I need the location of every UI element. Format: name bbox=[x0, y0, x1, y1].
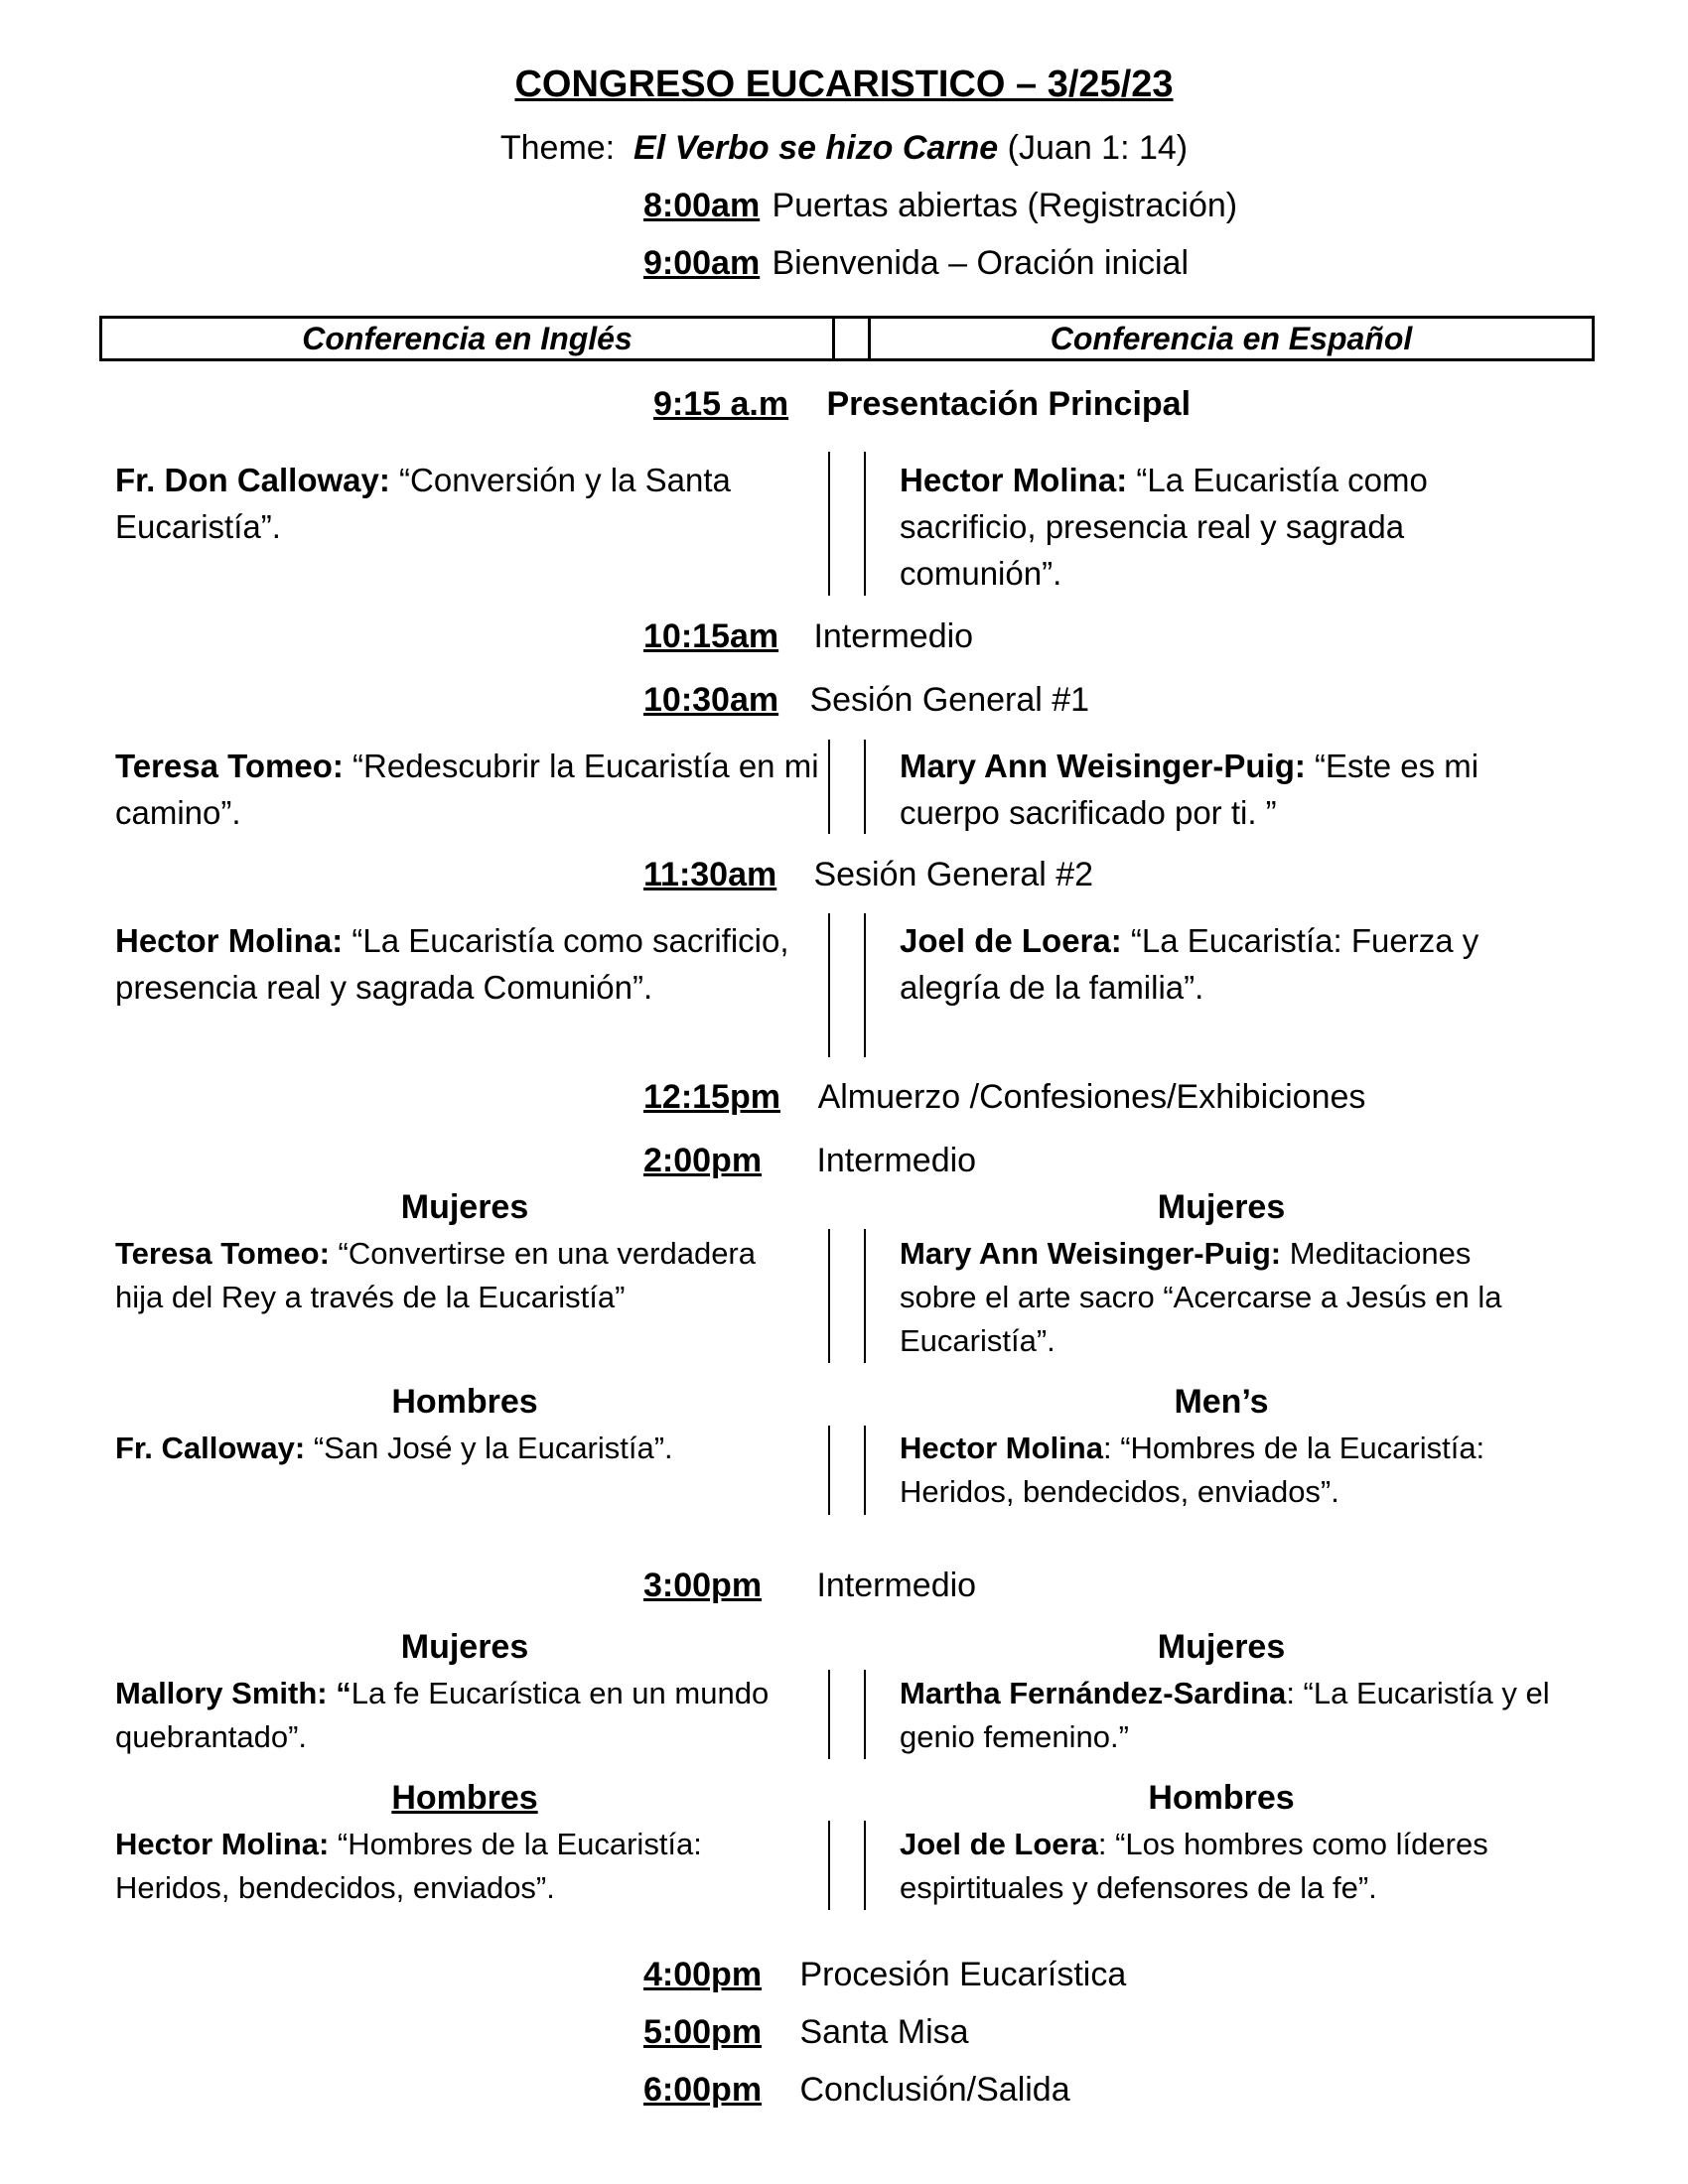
speaker-name: Fr. Don Calloway: bbox=[115, 462, 390, 498]
block2-women-spanish-talk bbox=[900, 1232, 1555, 1363]
column-divider bbox=[864, 1229, 866, 1363]
schedule-text: Santa Misa bbox=[799, 2013, 969, 2051]
theme-reference: (Juan 1: 14) bbox=[1007, 129, 1189, 167]
session2-heading bbox=[643, 856, 1093, 894]
speaker-name: Hector Molina bbox=[900, 1431, 1103, 1465]
schedule-time: 12:15pm bbox=[643, 1078, 780, 1116]
women-heading-right: Mujeres bbox=[1157, 1628, 1286, 1666]
talk-title: Meditaciones sobre el arte sacro “Acercarse a Jesús en la Eucaristía”. bbox=[900, 1236, 1502, 1358]
page-title: CONGRESO EUCARISTICO – 3/25/23 bbox=[514, 64, 1174, 105]
column-divider bbox=[828, 1670, 830, 1759]
keynote-title: Presentación Principal bbox=[826, 385, 1192, 423]
schedule-time: 10:15am bbox=[643, 617, 779, 655]
block3-women-spanish-talk bbox=[900, 1672, 1555, 1759]
talk-title: “La Eucaristía: Fuerza y alegría de la familia”. bbox=[900, 922, 1479, 1006]
column-divider bbox=[828, 1821, 830, 1910]
women-heading-left: Mujeres bbox=[400, 1628, 529, 1666]
schedule-item-procession bbox=[643, 1956, 1126, 1994]
theme-title: El Verbo se hizo Carne bbox=[633, 129, 999, 167]
schedule-item-conclusion bbox=[643, 2071, 1070, 2110]
column-divider bbox=[864, 1426, 866, 1515]
session2-spanish-talk bbox=[900, 917, 1535, 1011]
speaker-name: Teresa Tomeo: bbox=[115, 1236, 330, 1271]
talk-title: “La Eucaristía como sacrificio, presencia real y sagrada Comunión”. bbox=[115, 922, 789, 1006]
column-divider bbox=[864, 740, 866, 834]
men-heading-right: Men’s bbox=[1174, 1383, 1269, 1421]
men-heading-right: Hombres bbox=[1148, 1779, 1295, 1817]
schedule-item-mass bbox=[643, 2013, 969, 2052]
schedule-text: Almuerzo /Confesiones/Exhibiciones bbox=[817, 1078, 1366, 1116]
session1-heading bbox=[643, 681, 1089, 720]
session2-english-talk bbox=[115, 917, 810, 1011]
speaker-name: Joel de Loera: bbox=[900, 922, 1122, 959]
block3-women-english-talk bbox=[115, 1672, 810, 1759]
schedule-item-registration bbox=[643, 187, 1237, 225]
schedule-text: Procesión Eucarística bbox=[799, 1956, 1127, 1993]
talk-title: “Conversión y la Santa Eucaristía”. bbox=[115, 462, 731, 545]
keynote-time: 9:15 a.m bbox=[653, 385, 789, 423]
talk-title: La fe Eucarística en un mundo quebrantado”. bbox=[115, 1676, 770, 1754]
speaker-name: Mallory Smith: “ bbox=[115, 1676, 352, 1710]
column-divider bbox=[828, 740, 830, 834]
schedule-text: Sesión General #1 bbox=[809, 681, 1090, 719]
block2-women-english-talk bbox=[115, 1232, 810, 1319]
column-divider bbox=[828, 452, 830, 596]
schedule-text: Bienvenida – Oración inicial bbox=[772, 244, 1190, 282]
talk-title: : “La Eucaristía y el genio femenino.” bbox=[900, 1676, 1550, 1754]
session1-english-talk bbox=[115, 743, 820, 836]
block3-men-english-talk bbox=[115, 1823, 810, 1910]
theme-label: Theme: bbox=[499, 129, 616, 167]
talk-title: “San José y la Eucaristía”. bbox=[313, 1431, 673, 1465]
speaker-name: Mary Ann Weisinger-Puig: bbox=[900, 748, 1306, 784]
schedule-text: Intermedio bbox=[813, 617, 974, 655]
conference-language-header bbox=[99, 316, 1595, 361]
talk-title: “La Eucaristía como sacrificio, presencia real y sagrada comunión”. bbox=[900, 462, 1428, 592]
women-heading-right: Mujeres bbox=[1157, 1188, 1286, 1226]
women-heading-left: Mujeres bbox=[400, 1188, 529, 1226]
schedule-item-welcome bbox=[643, 244, 1189, 283]
schedule-time: 6:00pm bbox=[643, 2071, 763, 2109]
talk-title: “Redescubrir la Eucaristía en mi camino”. bbox=[115, 748, 819, 831]
schedule-text: Intermedio bbox=[816, 1567, 977, 1604]
theme-line bbox=[0, 129, 1688, 168]
talk-title: : “Hombres de la Eucaristía: Heridos, bendecidos, enviados”. bbox=[900, 1431, 1485, 1509]
schedule-time: 5:00pm bbox=[643, 2013, 763, 2051]
schedule-text: Conclusión/Salida bbox=[799, 2071, 1070, 2109]
schedule-text: Sesión General #2 bbox=[813, 856, 1094, 893]
column-divider bbox=[828, 913, 830, 1057]
schedule-text: Intermedio bbox=[816, 1142, 977, 1179]
block2-heading bbox=[643, 1142, 976, 1180]
schedule-time: 3:00pm bbox=[643, 1567, 763, 1604]
speaker-name: Hector Molina: bbox=[900, 462, 1128, 498]
schedule-time: 4:00pm bbox=[643, 1956, 763, 1993]
speaker-name: Teresa Tomeo: bbox=[115, 748, 344, 784]
header-divider bbox=[835, 319, 871, 358]
column-divider bbox=[828, 1426, 830, 1515]
men-heading-left: Hombres bbox=[391, 1383, 538, 1421]
schedule-time: 8:00am bbox=[643, 187, 761, 224]
speaker-name: Mary Ann Weisinger-Puig: bbox=[900, 1236, 1282, 1271]
schedule-time: 2:00pm bbox=[643, 1142, 763, 1179]
talk-title: “Hombres de la Eucaristía: Heridos, bendecidos, enviados”. bbox=[115, 1827, 702, 1905]
speaker-name: Fr. Calloway: bbox=[115, 1431, 306, 1465]
speaker-name: Joel de Loera bbox=[900, 1827, 1098, 1861]
talk-title: “Este es mi cuerpo sacrificado por ti. ” bbox=[900, 748, 1479, 831]
keynote-english-talk bbox=[115, 457, 810, 550]
column-divider bbox=[864, 452, 866, 596]
header-english: Conferencia en Inglés bbox=[102, 319, 835, 358]
schedule-time: 11:30am bbox=[643, 856, 777, 893]
column-divider bbox=[864, 1821, 866, 1910]
block3-heading bbox=[643, 1567, 976, 1605]
header-spanish: Conferencia en Español bbox=[1050, 320, 1413, 356]
keynote-heading bbox=[653, 385, 1191, 424]
schedule-item-lunch bbox=[643, 1078, 1365, 1117]
block2-men-spanish-talk bbox=[900, 1427, 1555, 1514]
session1-spanish-talk bbox=[900, 743, 1535, 836]
schedule-item-break bbox=[643, 617, 973, 656]
speaker-name: Hector Molina: bbox=[115, 922, 344, 959]
column-divider bbox=[828, 1229, 830, 1363]
keynote-spanish-talk bbox=[900, 457, 1535, 597]
speaker-name: Martha Fernández-Sardina bbox=[900, 1676, 1287, 1710]
speaker-name: Hector Molina: bbox=[115, 1827, 330, 1861]
column-divider bbox=[864, 913, 866, 1057]
block3-men-spanish-talk bbox=[900, 1823, 1555, 1910]
schedule-time: 9:00am bbox=[643, 244, 761, 282]
talk-title: “Convertirse en una verdadera hija del Rey a través de la Eucaristía” bbox=[115, 1236, 756, 1314]
talk-title: : “Los hombres como líderes espirtituales y defensores de la fe”. bbox=[900, 1827, 1488, 1905]
column-divider bbox=[864, 1670, 866, 1759]
schedule-time: 10:30am bbox=[643, 681, 779, 719]
block2-men-english-talk bbox=[115, 1427, 810, 1470]
schedule-text: Puertas abiertas (Registración) bbox=[772, 187, 1238, 224]
men-heading-left: Hombres bbox=[391, 1779, 538, 1817]
